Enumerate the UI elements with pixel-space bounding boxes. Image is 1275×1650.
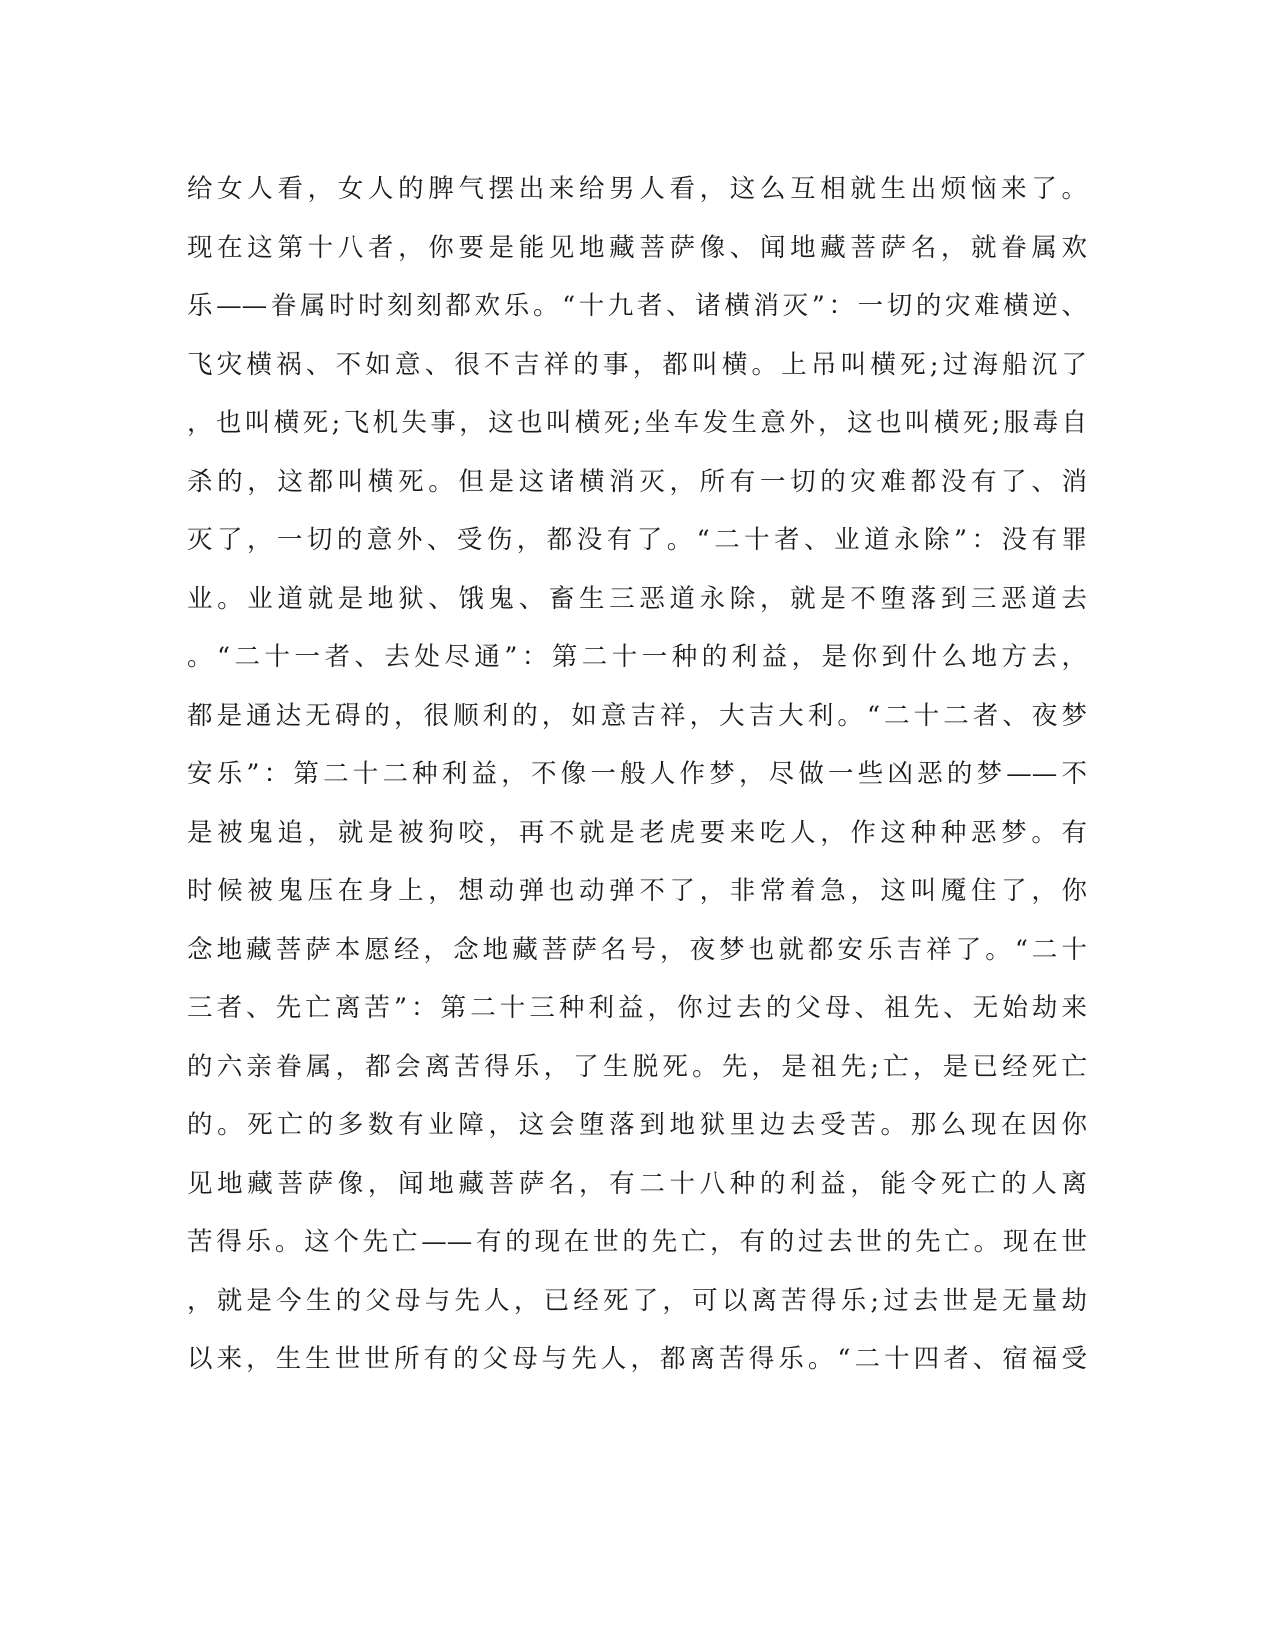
- text-line: 。“二十一者、去处尽通”：第二十一种的利益，是你到什么地方去，: [187, 642, 1087, 672]
- text-line: 时候被鬼压在身上，想动弹也动弹不了，非常着急，这叫魇住了，你: [187, 876, 1087, 906]
- text-line: 飞灾横祸、不如意、很不吉祥的事，都叫横。上吊叫横死;过海船沉了: [187, 349, 1087, 380]
- text-line: 业。业道就是地狱、饿鬼、畜生三恶道永除，就是不堕落到三恶道去: [187, 583, 1087, 614]
- text-line: 念地藏菩萨本愿经，念地藏菩萨名号，夜梦也就都安乐吉祥了。“二十: [187, 934, 1087, 965]
- text-line: 现在这第十八者，你要是能见地藏菩萨像、闻地藏菩萨名，就眷属欢: [187, 232, 1087, 263]
- text-line: 都是通达无碍的，很顺利的，如意吉祥，大吉大利。“二十二者、夜梦: [187, 700, 1087, 731]
- text-line: 三者、先亡离苦”：第二十三种利益，你过去的父母、祖先、无始劫来: [187, 993, 1087, 1023]
- text-line: 的六亲眷属，都会离苦得乐，了生脱死。先，是祖先;亡，是已经死亡: [187, 1051, 1087, 1082]
- text-line: 乐——眷属时时刻刻都欢乐。“十九者、诸横消灭”：一切的灾难横逆、: [187, 291, 1087, 321]
- text-line: 苦得乐。这个先亡——有的现在世的先亡，有的过去世的先亡。现在世: [187, 1227, 1087, 1257]
- text-line: 灭了，一切的意外、受伤，都没有了。“二十者、业道永除”：没有罪: [187, 525, 1087, 555]
- text-line: 杀的，这都叫横死。但是这诸横消灭，所有一切的灾难都没有了、消: [187, 466, 1087, 497]
- body-text: [187, 160, 1087, 1389]
- text-line: ，也叫横死;飞机失事，这也叫横死;坐车发生意外，这也叫横死;服毒自: [187, 408, 1087, 438]
- text-line: 见地藏菩萨像，闻地藏菩萨名，有二十八种的利益，能令死亡的人离: [187, 1168, 1087, 1199]
- text-line: ，就是今生的父母与先人，已经死了，可以离苦得乐;过去世是无量劫: [187, 1285, 1087, 1316]
- text-line: 安乐”：第二十二种利益，不像一般人作梦，尽做一些凶恶的梦——不: [187, 759, 1087, 789]
- text-line: 的。死亡的多数有业障，这会堕落到地狱里边去受苦。那么现在因你: [187, 1110, 1087, 1140]
- text-line: 给女人看，女人的脾气摆出来给男人看，这么互相就生出烦恼来了。: [187, 174, 1087, 204]
- text-line: 以来，生生世世所有的父母与先人，都离苦得乐。“二十四者、宿福受: [187, 1344, 1087, 1374]
- text-line: 是被鬼追，就是被狗咬，再不就是老虎要来吃人，作这种种恶梦。有: [187, 817, 1087, 848]
